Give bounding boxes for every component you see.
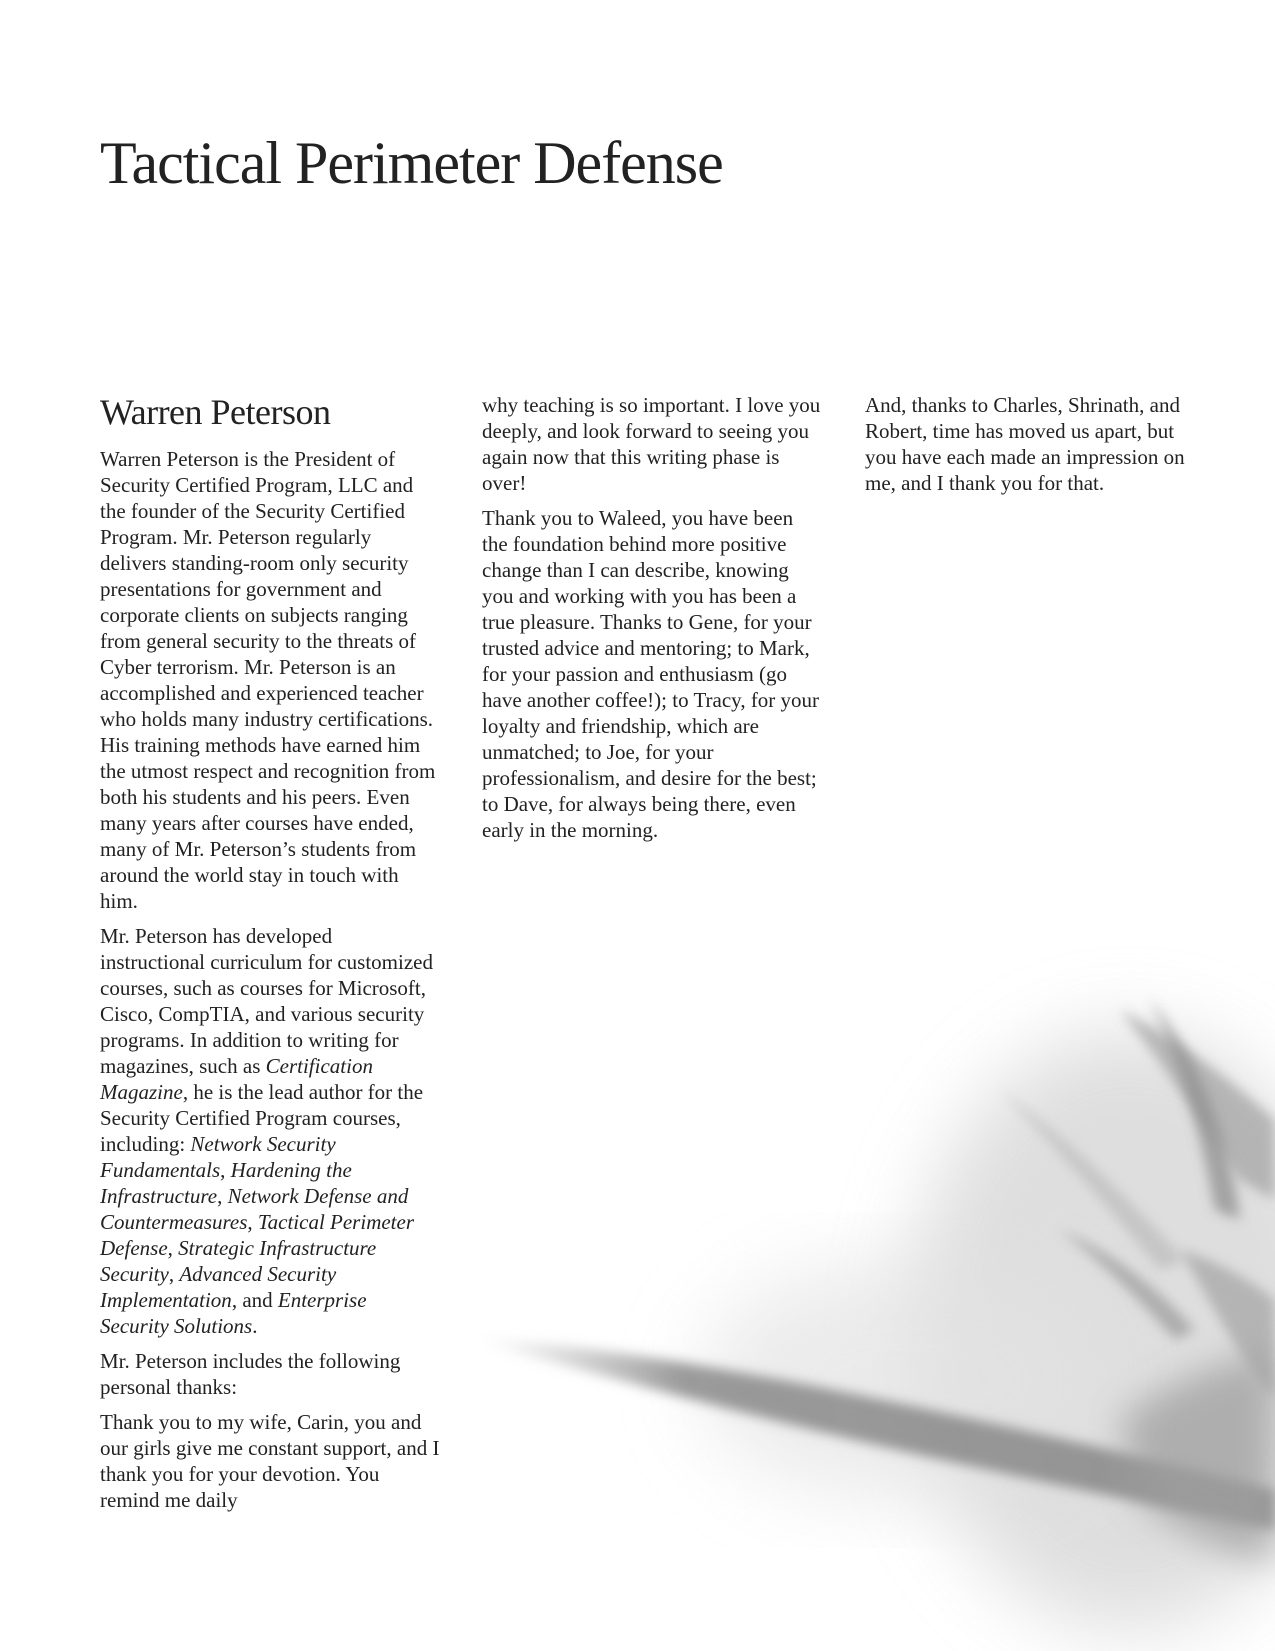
author-bio-paragraph-1: Warren Peterson is the President of Security Certified Program, LLC and the founder of the Security Certified Program. Mr. Peterson regularly delivers standing-room only security presentations for government and corporate clients on subjects ranging from general security to the threats of Cyber terrorism. Mr. Peterson is an accomplished and experienced teacher who holds many industry certifications. His training methods have earned him the utmost respect and recognition from both his students and his peers. Even many years after courses have ended, many of Mr. Peterson’s students from around the world stay in touch with him.	[100, 447, 436, 913]
course-title: Advanced Security Implementation	[100, 1262, 337, 1312]
column-1	[100, 390, 440, 1522]
thanks-paragraph-3: And, thanks to Charles, Shrinath, and Robert, time has moved us apart, but you have each made an impression on me, and I thank you for that.	[865, 393, 1185, 495]
course-title: Enterprise Security Solutions	[100, 1288, 367, 1338]
course-title: Network Security Fundamentals	[100, 1132, 336, 1182]
bio-text: ,	[167, 1236, 179, 1260]
bio-text: , and	[231, 1288, 278, 1312]
bio-text: ,	[220, 1158, 231, 1182]
author-bio-paragraph-4: Thank you to my wife, Carin, you and our girls give me constant support, and I thank you for your devotion. You remind me daily	[100, 1410, 440, 1512]
author-bio-paragraph-3: Mr. Peterson includes the following personal thanks:	[100, 1349, 401, 1399]
thanks-paragraph-2: Thank you to Waleed, you have been the foundation behind more positive change than I can describe, knowing you and working with you has been a true pleasure. Thanks to Gene, for your trusted advice and mentoring; to Mark, for your passion and enthusiasm (go have another coffee!); to Tracy, for your loyalty and friendship, which are unmatched; to Joe, for your professionalism, and desire for the best; to Dave, for always being there, even early in the morning.	[482, 506, 820, 842]
course-title: Tactical Perimeter Defense	[100, 1210, 415, 1260]
bio-text: ,	[168, 1262, 180, 1286]
column-2	[482, 392, 822, 852]
course-title: Strategic Infrastructure Security	[100, 1236, 377, 1286]
publication-title: Certification Magazine	[100, 1054, 373, 1104]
author-name-heading: Warren Peterson	[100, 392, 331, 432]
bio-text: ,	[247, 1210, 258, 1234]
bio-text: Mr. Peterson has developed instructional curriculum for customized courses, such as courses for Microsoft, Cisco, CompTIA, and various security programs. In addition to writing for magazines, such as	[100, 924, 433, 1078]
bio-text: ,	[217, 1184, 228, 1208]
course-title: Network Defense and Countermeasures	[100, 1184, 409, 1234]
column-3	[865, 392, 1205, 505]
author-bio-paragraph-2	[100, 923, 440, 1339]
bio-text: , he is the lead author for the Security Certified Program courses, including:	[100, 1080, 424, 1156]
bio-text: .	[252, 1314, 258, 1338]
course-title: Hardening the Infrastructure	[100, 1158, 352, 1208]
thanks-paragraph-1: why teaching is so important. I love you deeply, and look forward to seeing you again now that this writing phase is over!	[482, 393, 821, 495]
book-title: Tactical Perimeter Defense	[100, 130, 723, 196]
